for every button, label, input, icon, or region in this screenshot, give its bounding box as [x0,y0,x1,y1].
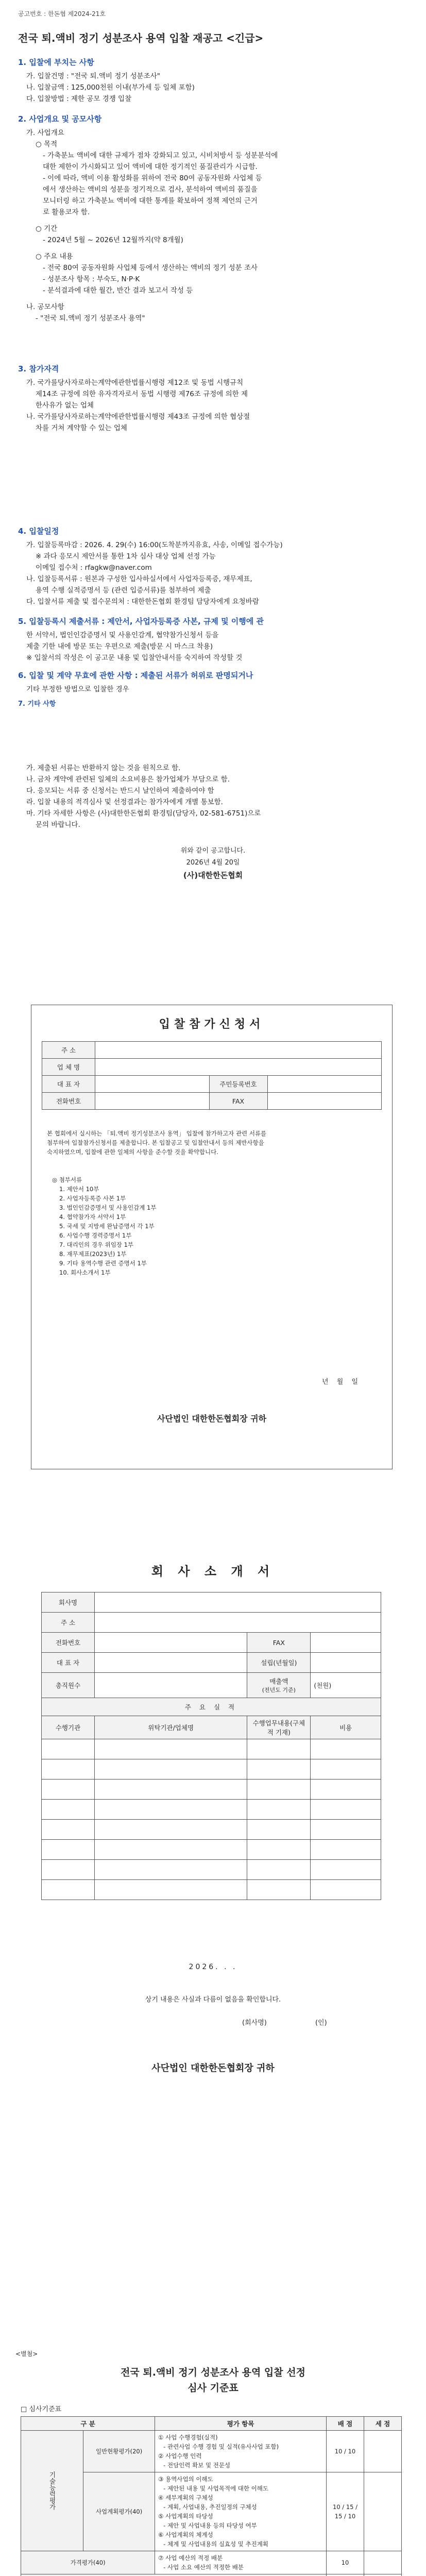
criteria-item: ④ 세부계획의 구체성 [158,2494,213,2501]
section-4-line: 이메일 접수처 : rfagkw@naver.com [36,564,152,572]
section-2-b-line: - "전국 퇴.액비 정기 성분조사 용역" [36,314,145,323]
employees-field[interactable] [95,1673,247,1698]
perf-cell[interactable] [42,1759,95,1780]
perf-cell[interactable] [42,1880,95,1900]
perf-cell[interactable] [95,1780,247,1800]
perf-col-cost: 비용 [311,1716,381,1739]
company-profile-signer: 사단법인 대한한돈협회장 귀하 [151,2063,275,2074]
section-7-line: 마. 기타 자세한 사항은 (사)대한한돈협회 환경팀(담당자, 02-581-6751)으로 [26,809,261,818]
performance-heading: 주 요 실 적 [42,1698,381,1716]
criteria-page [0,2272,426,2576]
application-signer: 사단법인 대한한돈협회장 귀하 [157,1414,267,1423]
section-2-purpose-label: ○ 목적 [36,140,58,148]
general-eval-label: 일반현황평가(20) [83,2431,155,2472]
perf-cell[interactable] [311,1860,381,1880]
section-2-heading: 2. 사업개요 및 공모사항 [18,114,102,124]
criteria-item-desc: - 제안 및 사업내용 등의 타당성 여부 [163,2522,257,2529]
price-eval-label: 가격평가(40) [21,2551,155,2574]
section-5-line: 제출 기한 내에 방문 또는 우편으로 제출(방문 시 마스크 착용) [26,642,213,651]
company-profile-page [0,1515,426,2272]
company-field[interactable] [95,1059,382,1076]
application-page [0,757,426,1515]
perf-col-period: 수행기관 [42,1716,95,1739]
section-1-line: 나. 입찰금액 : 125,000천원 이내(부가세 등 일체 포함) [26,83,195,92]
perf-cell[interactable] [247,1780,311,1800]
criteria-title: 전국 퇴.액비 정기 성분조사 용역 입찰 선정 [121,2367,305,2378]
company-fax-field[interactable] [311,1633,381,1653]
section-1 [18,57,410,105]
section-1-line: 가. 입찰건명 : "전국 퇴.액비 정기 성분조사" [26,72,160,80]
criteria-item-desc: - 전담인력 확보 및 전문성 [163,2462,231,2469]
section-1-heading: 1. 입찰에 부치는 사항 [18,58,94,67]
total-score[interactable] [364,2574,402,2576]
company-profile-rep [242,2017,327,2027]
revenue-label [247,1673,311,1698]
revenue-label-text: 매출액 [269,1677,288,1685]
rep-seal-label: (인) [315,2019,327,2027]
closing-issuer: (사)대한한돈협회 [183,871,243,880]
closing-text: 위와 같이 공고합니다. [180,847,246,855]
section-3-line: 차를 거쳐 계약할 수 있는 업체 [36,424,127,432]
attachment-item: 7. 대리인의 경우 위임장 1부 [59,1241,133,1248]
performance-row [42,1860,381,1880]
company-name-field[interactable] [95,1592,381,1613]
company-fax-label: FAX [247,1633,311,1653]
section-4-heading: 4. 입찰일정 [18,527,59,536]
total-label [21,2574,327,2576]
plan-eval-points: 10 / 15 / 15 / 10 [327,2472,364,2551]
perf-cell[interactable] [42,1840,95,1860]
col-points: 배 점 [327,2417,364,2431]
ceo-field[interactable] [95,1076,210,1093]
section-2-period-label: ○ 기간 [36,225,58,233]
perf-cell[interactable] [247,1860,311,1880]
perf-cell[interactable] [247,1880,311,1900]
section-2-b-title: 나. 공모사항 [26,303,64,311]
attachment-item: 4. 협약참가자 서약서 1부 [59,1213,126,1221]
fax-field[interactable] [267,1093,382,1110]
perf-cell[interactable] [42,1780,95,1800]
performance-row [42,1739,381,1759]
perf-cell[interactable] [311,1780,381,1800]
criteria-item-desc: - 관련사업 수행 경험 및 실적(유사사업 포함) [163,2443,279,2450]
section-4-line: 용역 수행 실적증명서 등 (관련 입증서류)를 첨부하여 제출 [36,586,211,595]
section-7 [18,698,410,708]
perf-cell[interactable] [42,1860,95,1880]
perf-cell[interactable] [95,1759,247,1780]
section-2 [18,113,410,324]
revenue-field[interactable]: (천원) [311,1673,381,1698]
performance-row [42,1800,381,1820]
closing-block [0,845,426,880]
company-phone-label: 전화번호 [42,1633,95,1653]
tech-eval-category: 기술능력평가 [21,2431,83,2551]
attachment-item: 8. 재무제표(2023년) 1부 [59,1250,127,1258]
application-body-line: 본 협회에서 실시하는 「퇴.액비 정기성분조사 용역」 입찰에 참가하고자 관련 서류를 [47,1130,267,1137]
section-2-main-line: - 분석결과에 대한 월간, 반간 결과 보고서 작성 등 [43,286,193,295]
perf-cell[interactable] [311,1880,381,1900]
perf-cell[interactable] [95,1820,247,1840]
attachment-list [52,1175,371,1277]
company-info-table [41,1592,381,1900]
section-2-purpose-line: 에서 생산하는 액비의 성분을 정기적으로 검사, 분석하여 액비의 품질을 [43,185,258,194]
criteria-item-desc: - 체계 및 사업내용의 실효성 및 추진계획 [163,2540,268,2548]
general-eval-score[interactable] [364,2431,402,2472]
perf-cell[interactable] [247,1840,311,1860]
price-eval-score[interactable] [364,2551,402,2574]
section-3-line: 제14조 규정에 의한 유자격자로서 동법 시행령 제76조 규정에 의한 제 [36,390,248,398]
perf-cell[interactable] [247,1820,311,1840]
resident-no-field[interactable] [267,1076,382,1093]
address-field[interactable] [95,1042,382,1059]
application-body [47,1129,377,1157]
section-7-line: 문의 바랍니다. [36,821,80,829]
resident-no-label: 주민등록번호 [209,1076,267,1093]
criteria-item: ② 사업수행 인력 [158,2452,202,2460]
section-2-purpose-line: - 이에 따라, 액비 이용 활성화를 위하여 전국 80여 공동자원화 사업체 등 [43,174,262,182]
section-6-line: 기타 부정한 방법으로 입찰한 경우 [26,685,129,693]
phone-label: 전화번호 [42,1093,95,1110]
perf-cell[interactable] [42,1800,95,1820]
attachment-item: 2. 사업자등록증 사본 1부 [59,1195,126,1202]
col-score: 세 점 [364,2417,402,2431]
fax-label: FAX [209,1093,267,1110]
section-4-line: 나. 입찰등록서류 : 원본과 구성한 입사하실서에서 사업자등록증, 재무제표, [26,575,252,583]
attachment-item: 6. 사업수행 경력증명서 1부 [59,1232,132,1239]
attachment-heading: ◎ 첨부서류 [52,1176,82,1183]
section-2-subtitle: 가. 사업개요 [26,129,64,137]
section-3-line: 나. 국가를당사자로하는계약에관한법률시행령 제43조 규정에 의한 협상절 [26,413,250,421]
section-7-body [18,762,410,831]
notice-page-tail [0,698,426,757]
section-3-line: 가. 국가를당사자로하는계약에관한법률시행령 제12조 및 동법 시행규칙 [26,379,244,387]
plan-eval-score[interactable] [364,2472,402,2551]
perf-cell[interactable] [95,1739,247,1759]
performance-row [42,1759,381,1780]
section-2-purpose-line: 대한 제한이 가시화되고 있어 액비에 대한 정기적인 품질관리가 시급함. [43,163,258,171]
company-phone-field[interactable] [95,1633,247,1653]
section-3-heading: 3. 참가자격 [18,364,59,374]
company-ceo-label: 대 표 자 [42,1653,95,1673]
section-2-main-line: - 전국 80여 공동자원화 사업체 등에서 생산하는 액비의 정기 성분 조사 [43,264,258,272]
employees-label: 총직원수 [42,1673,95,1698]
section-7-line: 가. 제출된 서류는 반환하지 않는 것을 원칙으로 함. [26,764,181,772]
section-7-heading: 7. 기타 사항 [18,700,56,708]
total-points [327,2574,364,2576]
criteria-item-desc: - 제안된 내용 및 사업목적에 대한 이해도 [163,2485,268,2492]
section-5-line: 한 서약서, 법인인감증명서 및 사용인감계, 협약참가신청서 등을 [26,631,219,639]
criteria-item-desc: - 사업 소요 예산의 적정한 배분 [163,2564,244,2571]
section-4-line: ※ 과다 응모시 제안서를 통한 1차 심사 대상 업체 선정 가능 [36,552,216,561]
section-2-purpose-line: - 가축분뇨 액비에 대한 규제가 점차 강화되고 있고, 시비처방서 등 성분분석에 [43,151,278,160]
perf-cell[interactable] [42,1739,95,1759]
price-eval-points: 10 [327,2551,364,2574]
perf-cell[interactable] [247,1759,311,1780]
general-eval-points: 10 / 10 [327,2431,364,2472]
criteria-item: ③ 용역사업의 이해도 [158,2476,213,2483]
perf-cell[interactable] [311,1739,381,1759]
attachment-item: 1. 제안서 10부 [59,1185,99,1193]
company-address-field[interactable] [95,1613,381,1633]
col-item: 평가 항목 [155,2417,327,2431]
criteria-tag: <별첨> [15,2350,38,2358]
section-6-heading: 6. 입찰 및 계약 무효에 관한 사항 : 제출된 서류가 허위로 판명되거나 [18,671,253,680]
section-2-main-line: - 성분조사 항목 : 부숙도, N·P·K [43,275,140,283]
company-profile-confirm: 상기 내용은 사실과 다름이 없음을 확인합니다. [145,1996,281,2004]
performance-row [42,1820,381,1840]
plan-eval-items [155,2472,327,2551]
section-4 [18,526,410,607]
revenue-basis-text: (전년도 기준) [262,1687,296,1693]
section-2-period: - 2024년 5월 ~ 2026년 12월까지(약 8개월) [43,236,183,244]
section-4-line: 가. 입찰등록마감 : 2026. 4. 29(수) 16:00(도착분까지유효, 사송, 이메일 접수가능) [26,541,283,549]
company-label: 업 체 명 [42,1059,95,1076]
section-5-line: ※ 입찰서의 작성은 이 공고문 내용 및 입찰안내서를 숙지하여 작성할 것 [26,654,243,662]
section-3-line: 한사유가 없는 업체 [36,401,94,410]
section-4-line: 다. 입찰서류 제출 및 접수문의처 : 대한한돈협회 환경팀 담당자에게 요청바람 [26,598,259,606]
section-3 [18,363,410,434]
performance-row [42,1880,381,1900]
criteria-item-desc: - 계획, 사업내용, 추진일정의 구체성 [163,2503,257,2511]
perf-cell[interactable] [95,1800,247,1820]
criteria-item: ⑥ 사업계획의 체계성 [158,2531,213,2538]
general-eval-items [155,2431,327,2472]
criteria-item: ① 사업 수행경험(실적) [158,2434,218,2441]
section-5-heading: 5. 입찰등록시 제출서류 : 제안서, 사업자등록증 사본, 규제 및 이행에 관 [18,617,264,626]
section-2-purpose-line: 로 활용코자 함. [43,208,90,216]
application-date: 년 월 일 [322,1378,361,1386]
application-title: 입찰참가신청서 [159,1018,265,1031]
section-2-purpose-line: 모니터링 하고 가축분뇨 액비에 대한 통계를 확보하여 정책 제언의 근거 [43,197,258,205]
perf-cell[interactable] [95,1880,247,1900]
section-6 [18,670,410,695]
company-name-label: 회사명 [42,1592,95,1613]
performance-row [42,1840,381,1860]
perf-cell[interactable] [42,1820,95,1840]
section-7-line: 나. 금차 계약에 관련된 일체의 소요비용은 참가업체가 부담으로 함. [26,775,230,784]
application-form [31,1005,393,1469]
company-profile-title: 회 사 소 개 서 [151,1564,275,1579]
section-5 [18,616,410,664]
criteria-table [21,2416,402,2576]
criteria-table-heading: □ 심사기준표 [21,2405,62,2413]
attachment-item: 3. 법인인감증명서 및 사용인감계 1부 [59,1204,157,1211]
perf-cell[interactable] [311,1800,381,1820]
notice-page [0,0,426,757]
ceo-label: 대 표 자 [42,1076,95,1093]
attachment-item: 5. 국세 및 지방세 완납증명서 각 1부 [59,1223,155,1230]
perf-cell[interactable] [95,1840,247,1860]
criteria-subtitle: 심사 기준표 [188,2382,238,2394]
company-address-label: 주 소 [42,1613,95,1633]
section-1-line: 다. 입찰방법 : 제한 공모 경쟁 입찰 [26,95,132,103]
phone-field[interactable] [95,1093,210,1110]
perf-col-content: 수행업무내용(구체적 기재) [247,1716,311,1739]
perf-cell[interactable] [247,1739,311,1759]
perf-cell[interactable] [311,1759,381,1780]
established-field[interactable] [311,1653,381,1673]
perf-cell[interactable] [247,1800,311,1820]
section-2-main-label: ○ 주요 내용 [36,252,73,261]
attachment-item: 9. 기타 용역수행 관련 증명서 1부 [59,1260,147,1267]
perf-cell[interactable] [311,1820,381,1840]
price-eval-items [155,2551,327,2574]
perf-col-client: 위탁기관/업체명 [95,1716,247,1739]
plan-eval-label: 사업계획평가(40) [83,2472,155,2551]
company-ceo-field[interactable] [95,1653,247,1673]
application-info-table [42,1041,382,1110]
rep-company-label: (회사명) [242,2019,267,2027]
closing-date: 2026년 4월 20일 [186,859,240,867]
section-7-line: 라. 입찰 내용의 적격심사 및 선정결과는 참가자에게 개별 통보함. [26,798,223,806]
performance-row [42,1780,381,1800]
application-body-line: 숙지하였으며, 입찰에 관한 일체의 사항을 준수할 것을 확약합니다. [47,1148,218,1156]
company-profile-date: 2026. . . [189,1963,237,1971]
notice-title: 전국 퇴.액비 정기 성분조사 용역 입찰 재공고 <긴급> [18,32,264,44]
perf-cell[interactable] [311,1840,381,1860]
application-body-line: 첨부하여 입찰참가신청서를 제출합니다. 본 입찰공고 및 입찰안내서 등의 제반사항을 [47,1139,264,1146]
address-label: 주 소 [42,1042,95,1059]
col-category: 구 분 [21,2417,155,2431]
criteria-item: ⑤ 사업계획의 타당성 [158,2513,213,2520]
perf-cell[interactable] [95,1860,247,1880]
established-label: 설립(년월일) [247,1653,311,1673]
section-7-line: 다. 응모되는 서류 중 신청서는 반드시 날인하여 제출하여야 함 [26,787,214,795]
notice-number: 공고번호 : 한돈협 제2024-21호 [18,10,106,18]
attachment-item: 10. 회사소개서 1부 [59,1269,111,1276]
criteria-item: ⑦ 사업 예산의 적정 배분 [158,2554,223,2562]
